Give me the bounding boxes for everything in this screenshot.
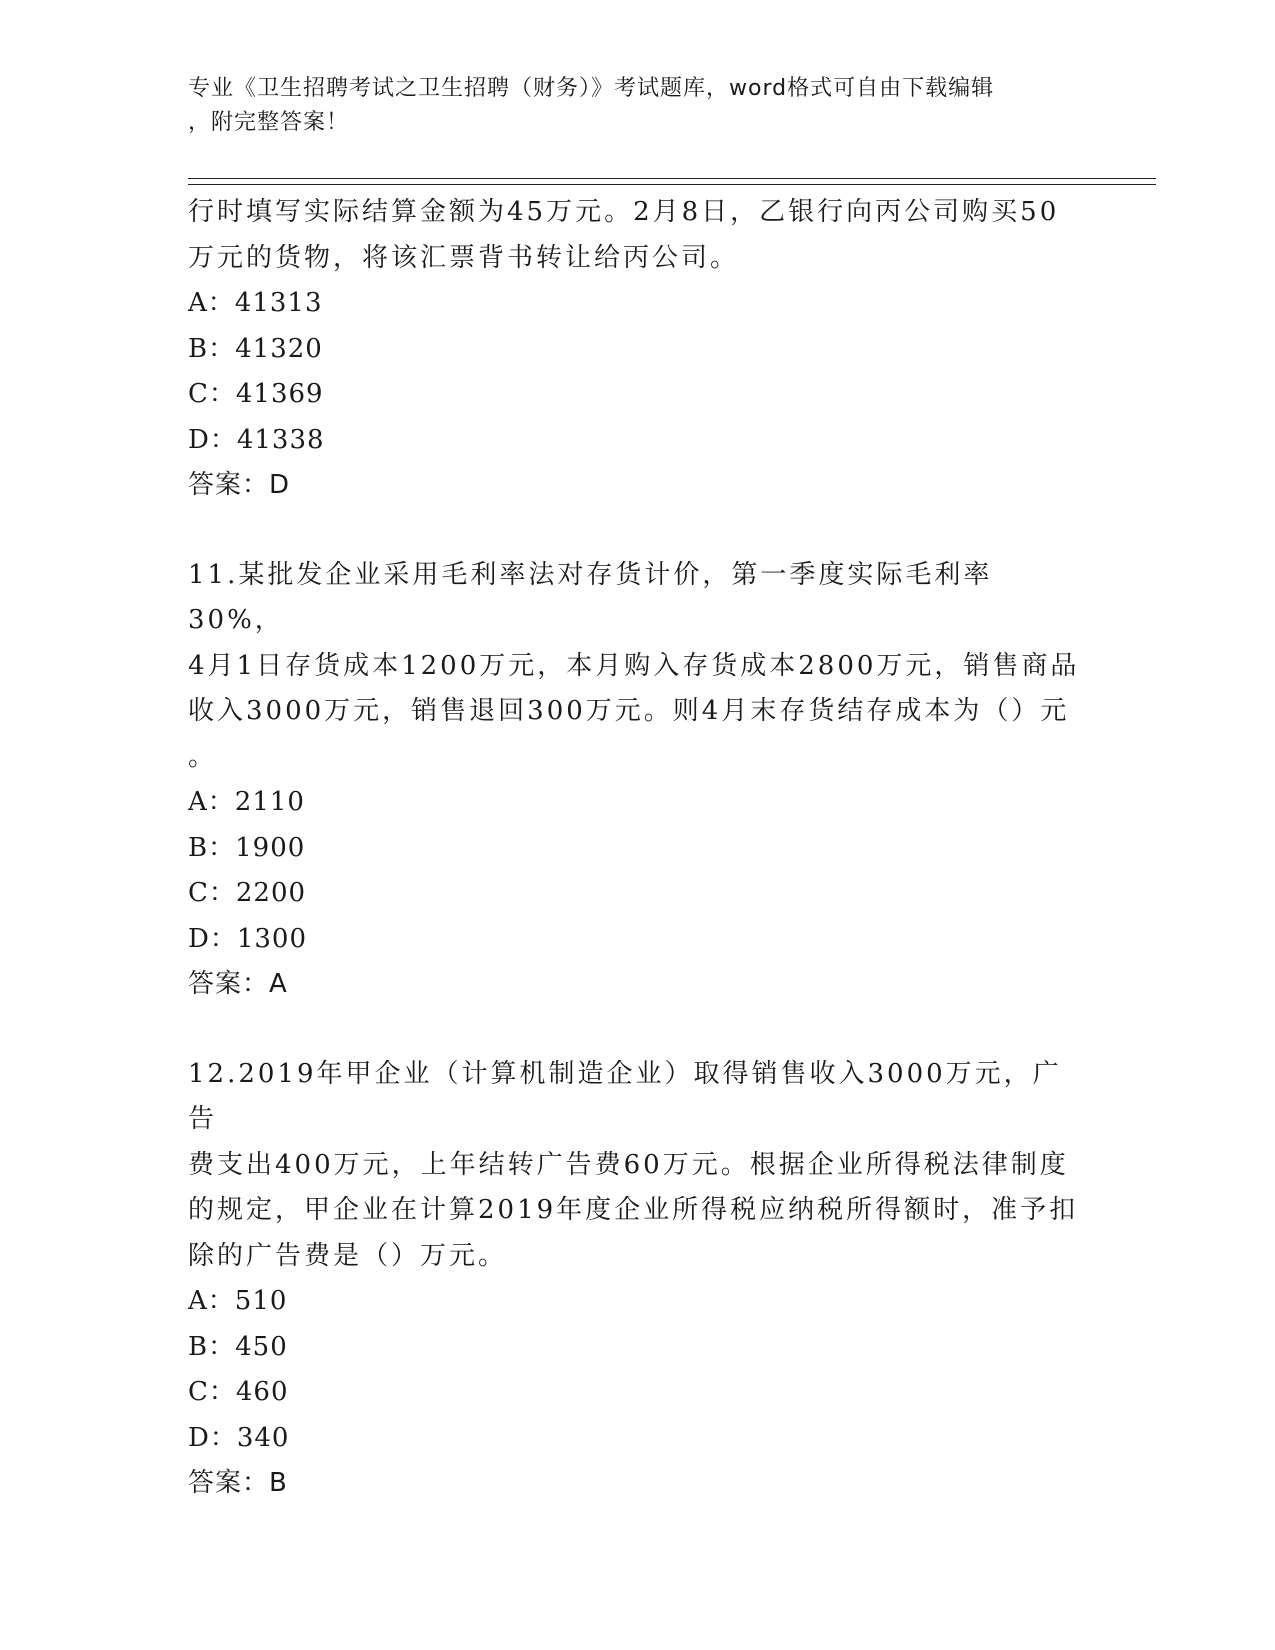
- header-divider-bottom: [188, 184, 1156, 185]
- question-text-line: 12.2019年甲企业（计算机制造企业）取得销售收入3000万元，广告: [188, 1058, 1062, 1134]
- option-b: B：450: [188, 1331, 288, 1362]
- question-block: [188, 553, 1088, 1008]
- answer-line: 答案：D: [188, 470, 291, 500]
- option-d: D：1300: [188, 923, 308, 954]
- spacer: [188, 509, 1088, 553]
- option-d: D：41338: [188, 424, 325, 455]
- question-text-line: 行时填写实际结算金额为45万元。2月8日，乙银行向丙公司购买50: [188, 197, 1060, 227]
- option-b: B：41320: [188, 333, 323, 364]
- question-block: [188, 1052, 1088, 1507]
- option-a: A：510: [188, 1286, 288, 1316]
- question-text-line: 4月1日存货成本1200万元，本月购入存货成本2800万元，销售商品: [188, 650, 1080, 681]
- header-line-2: ，附完整答案！: [188, 110, 350, 135]
- answer-line: 答案：B: [188, 1468, 288, 1498]
- option-c: C：2200: [188, 878, 307, 908]
- question-text-line: 万元的货物，将该汇票背书转让给丙公司。: [188, 242, 740, 273]
- header-line-1: 专业《卫生招聘考试之卫生招聘（财务）》考试题库，word格式可自由下载编辑: [188, 76, 995, 101]
- option-d: D：340: [188, 1422, 290, 1453]
- option-b: B：1900: [188, 832, 306, 863]
- question-block: [188, 190, 1088, 509]
- spacer: [188, 1008, 1088, 1052]
- document-header: [188, 72, 1068, 140]
- option-a: A：41313: [188, 288, 323, 318]
- question-text-line: 。: [188, 741, 218, 772]
- answer-line: 答案：A: [188, 969, 288, 999]
- option-c: C：460: [188, 1377, 289, 1407]
- option-c: C：41369: [188, 379, 324, 409]
- question-text-line: 除的广告费是（）万元。: [188, 1240, 508, 1271]
- question-text-line: 11.某批发企业采用毛利率法对存货计价，第一季度实际毛利率30%，: [188, 559, 993, 635]
- question-text-line: 的规定，甲企业在计算2019年度企业所得税应纳税所得额时，准予扣: [188, 1195, 1079, 1225]
- question-list: [188, 190, 1088, 1507]
- header-divider-top: [188, 178, 1156, 179]
- question-text-line: 费支出400万元，上年结转广告费60万元。根据企业所得税法律制度: [188, 1149, 1069, 1180]
- question-text-line: 收入3000万元，销售退回300万元。则4月末存货结存成本为（）元: [188, 696, 1070, 726]
- option-a: A：2110: [188, 787, 305, 817]
